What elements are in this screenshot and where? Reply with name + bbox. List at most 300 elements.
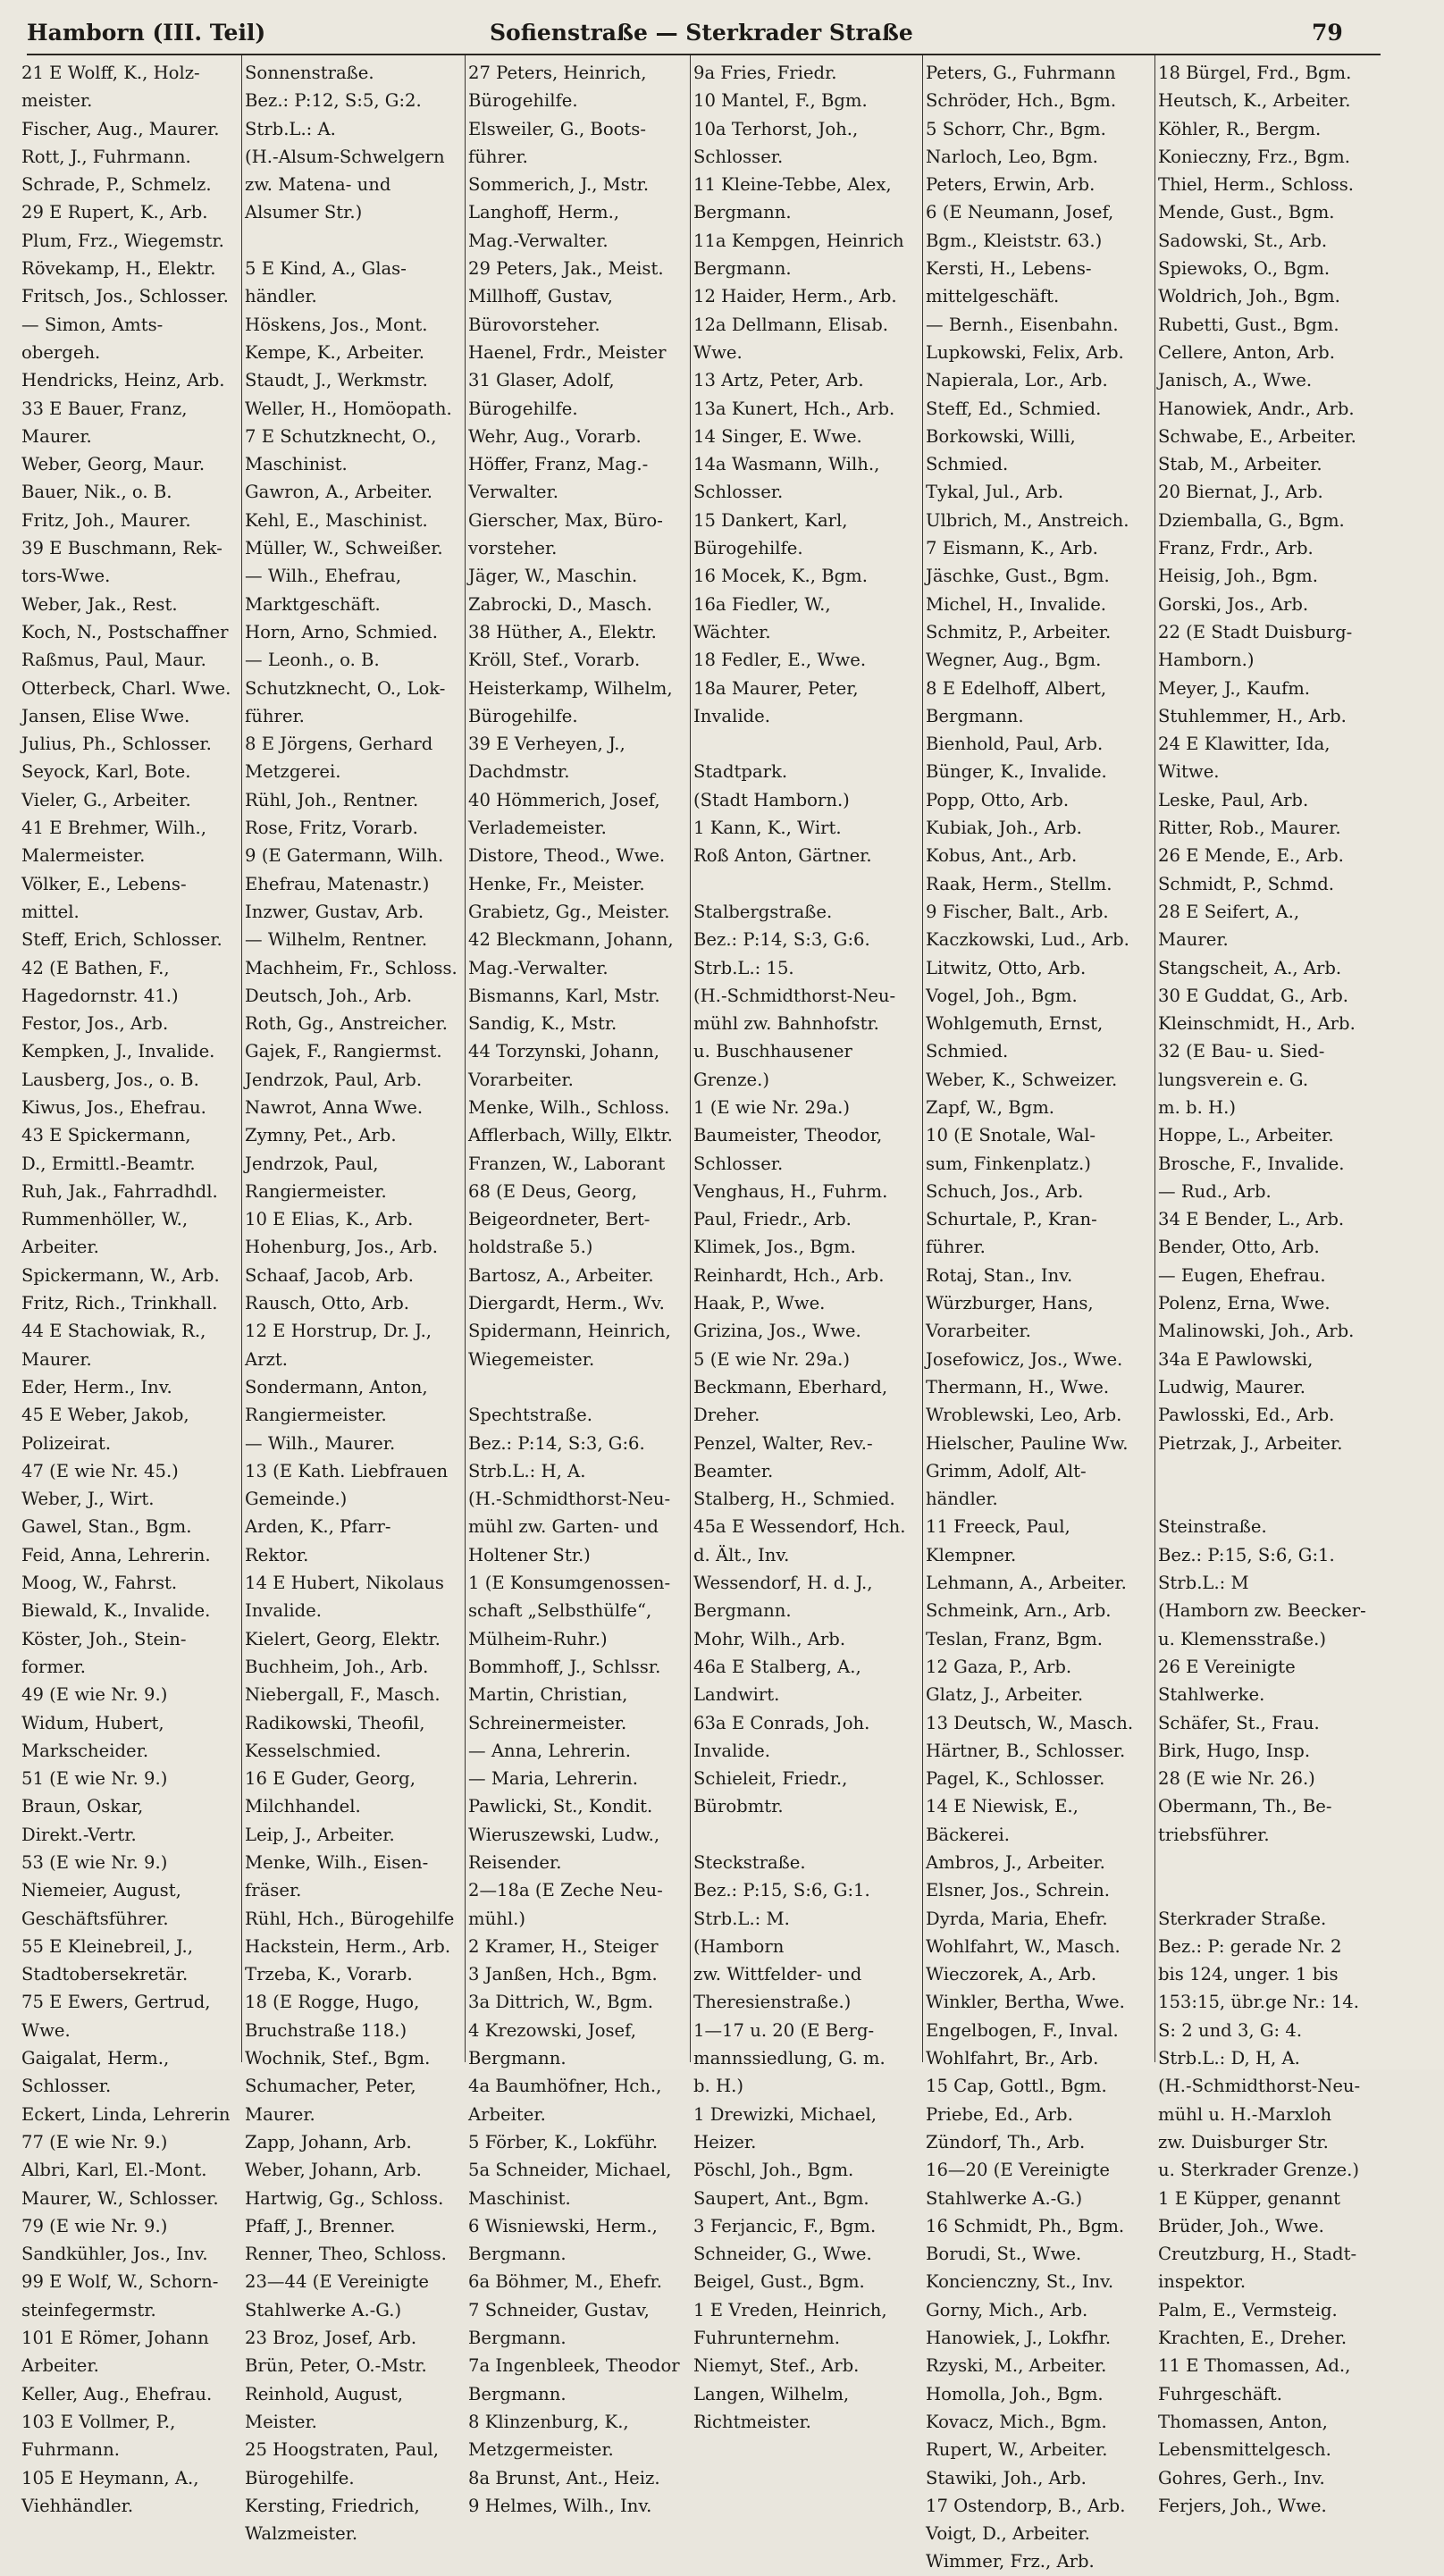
directory-entry-line: Brüder, Joh., Wwe. <box>1158 2215 1324 2236</box>
directory-column-5 <box>926 59 1154 2572</box>
header-left-title: Hamborn (III. Teil) <box>27 20 266 46</box>
directory-entry-line: 2 Kramer, H., Steiger <box>468 1935 659 1957</box>
directory-entry-line: 7 Eismann, K., Arb. <box>926 538 1098 559</box>
directory-entry-line: 13a Kunert, Hch., Arb. <box>693 398 895 419</box>
directory-entry-line: Napierala, Lor., Arb. <box>926 370 1108 391</box>
directory-entry-line: 3 Janßen, Hch., Bgm. <box>468 1964 658 1985</box>
directory-entry-line: Schmidt, P., Schmd. <box>1158 873 1334 894</box>
directory-entry-line: 99 E Wolf, W., Schorn- <box>21 2271 219 2293</box>
directory-entry-line: Höskens, Jos., Mont. <box>245 314 428 335</box>
directory-entry-line: Gajek, F., Rangiermst. <box>245 1041 442 1062</box>
directory-entry-line: Arbeiter. <box>21 2355 99 2377</box>
directory-entry-line: Zapf, W., Bgm. <box>926 1096 1054 1118</box>
directory-entry-line: Stuhlemmer, H., Arb. <box>1158 705 1347 726</box>
directory-entry-line: Klimek, Jos., Bgm. <box>693 1237 856 1258</box>
directory-entry-line: Malermeister. <box>21 845 146 867</box>
directory-entry-line: Holtener Str.) <box>468 1544 591 1565</box>
directory-entry-line: Paul, Friedr., Arb. <box>693 1209 852 1230</box>
directory-entry-line: 9 Fischer, Balt., Arb. <box>926 901 1109 922</box>
page-number: 79 <box>1312 20 1343 46</box>
directory-entry-line: Rzyski, M., Arbeiter. <box>926 2355 1107 2377</box>
directory-entry-line: Köster, Joh., Stein- <box>21 1628 187 1649</box>
directory-entry-line: Walzmeister. <box>245 2523 358 2545</box>
directory-entry-line: 33 E Bauer, Franz, <box>21 398 188 419</box>
directory-entry-line: Dreher. <box>693 1405 760 1426</box>
directory-entry-line: Bgm., Kleiststr. 63.) <box>926 230 1103 251</box>
directory-entry-line: Heisig, Joh., Bgm. <box>1158 566 1318 587</box>
directory-entry-line: Roth, Gg., Anstreicher. <box>245 1013 448 1035</box>
directory-entry-line: Maschinist. <box>245 454 348 475</box>
directory-entry-line: Mag.-Verwalter. <box>468 957 609 978</box>
directory-entry-line: 12 Haider, Herm., Arb. <box>693 286 897 307</box>
directory-entry-line: Maurer. <box>245 2103 315 2125</box>
directory-entry-line: Köhler, R., Bergm. <box>1158 118 1322 139</box>
directory-entry-line: Niemyt, Stef., Arb. <box>693 2355 860 2377</box>
directory-entry-line: Eder, Herm., Inv. <box>21 1376 172 1397</box>
directory-entry-line: Bez.: P: gerade Nr. 2 <box>1158 1935 1342 1957</box>
directory-entry-line: 5 E Kind, A., Glas- <box>245 258 407 280</box>
directory-entry-line: Hanowiek, Andr., Arb. <box>1158 398 1355 419</box>
directory-entry-line: Machheim, Fr., Schloss. <box>245 957 458 978</box>
directory-entry-line: Pawlosski, Ed., Arb. <box>1158 1405 1335 1426</box>
directory-entry-line: Koch, N., Postschaffner <box>21 621 229 642</box>
directory-entry-line: 18 Fedler, E., Wwe. <box>693 650 867 671</box>
directory-column-1 <box>21 59 239 2516</box>
directory-entry-line: Michel, H., Invalide. <box>926 593 1107 615</box>
directory-entry-line: Sterkrader Straße. <box>1158 1908 1327 1929</box>
directory-entry-line: 43 E Spickermann, <box>21 1125 191 1146</box>
directory-entry-line: Bez.: P:14, S:3, G:6. <box>468 1432 645 1454</box>
directory-entry-line: Leske, Paul, Arb. <box>1158 789 1309 810</box>
directory-entry-line: Verlademeister. <box>468 818 607 839</box>
directory-entry-line: 26 E Vereinigte <box>1158 1656 1296 1677</box>
directory-entry-line: 27 Peters, Heinrich, <box>468 63 647 83</box>
directory-entry-line: Josefowicz, Jos., Wwe. <box>926 1348 1123 1370</box>
directory-entry-line: Strb.L.: A. <box>245 118 336 139</box>
directory-entry-line: Birk, Hugo, Insp. <box>1158 1740 1311 1761</box>
directory-entry-line: Wieruszewski, Ludw., <box>468 1824 660 1845</box>
directory-entry-line: Steff, Ed., Schmied. <box>926 398 1102 419</box>
directory-entry-line: 34a E Pawlowski, <box>1158 1348 1314 1370</box>
directory-entry-line: 68 (E Deus, Georg, <box>468 1180 637 1202</box>
directory-entry-line: — Wilh., Maurer. <box>245 1432 396 1454</box>
directory-entry-line: Bergmann. <box>468 2048 567 2069</box>
directory-entry-line: Rektor. <box>245 1544 309 1565</box>
directory-entry-line: Stadtobersekretär. <box>21 1964 189 1985</box>
directory-column-6 <box>1158 59 1426 2516</box>
directory-entry-line: 7 E Schutzknecht, O., <box>245 425 437 447</box>
directory-entry-line: Reinhold, August, <box>245 2383 404 2404</box>
directory-entry-line: mühl zw. Garten- und <box>468 1516 659 1538</box>
directory-entry-line: Raak, Herm., Stellm. <box>926 873 1112 894</box>
column-divider <box>465 55 466 2062</box>
directory-entry-line: Langhoff, Herm., <box>468 202 620 223</box>
directory-entry-line: 13 Deutsch, W., Masch. <box>926 1712 1134 1733</box>
directory-entry-line: Maurer. <box>21 1348 92 1370</box>
directory-entry-line: Niebergall, F., Masch. <box>245 1684 441 1706</box>
directory-entry-line: Würzburger, Hans, <box>926 1293 1094 1314</box>
directory-entry-line: Bauer, Nik., o. B. <box>21 482 172 503</box>
directory-entry-line: Weber, K., Schweizer. <box>926 1069 1118 1090</box>
directory-entry-line: Millhoff, Gustav, <box>468 286 613 307</box>
directory-entry-line: Bergmann. <box>693 202 792 223</box>
directory-entry-line: fräser. <box>245 1880 302 1901</box>
directory-entry-line: Kehl, E., Maschinist. <box>245 509 428 531</box>
directory-entry-line: u. Sterkrader Grenze.) <box>1158 2160 1360 2181</box>
directory-entry-line: 16a Fiedler, W., <box>693 593 831 615</box>
directory-entry-line: Zymny, Pet., Arb. <box>245 1125 397 1146</box>
directory-entry-line: 42 Bleckmann, Johann, <box>468 929 674 951</box>
directory-entry-line: Heizer. <box>693 2131 757 2152</box>
directory-entry-line: Glatz, J., Arbeiter. <box>926 1684 1084 1706</box>
directory-entry-line: Polenz, Erna, Wwe. <box>1158 1293 1331 1314</box>
directory-entry-line: Bez.: P:14, S:3, G:6. <box>693 929 870 951</box>
directory-entry-line: Bismanns, Karl, Mstr. <box>468 985 660 1006</box>
directory-entry-line <box>1158 1849 1426 1876</box>
directory-entry-line: Mende, Gust., Bgm. <box>1158 202 1335 223</box>
directory-entry-line: Weber, Jak., Rest. <box>21 593 178 615</box>
column-divider <box>1154 55 1155 2062</box>
directory-entry-line: Grimm, Adolf, Alt- <box>926 1460 1087 1481</box>
directory-entry-line: Schäfer, St., Frau. <box>1158 1712 1320 1733</box>
directory-entry-line: Spickermann, W., Arb. <box>21 1264 220 1286</box>
directory-entry-line: Menke, Wilh., Eisen- <box>245 1852 429 1873</box>
directory-entry-line: Rott, J., Fuhrmann. <box>21 146 191 167</box>
directory-entry-line: Hanowiek, J., Lokfhr. <box>926 2328 1112 2349</box>
directory-entry-line: Palm, E., Vermsteig. <box>1158 2299 1338 2320</box>
directory-entry-line: 12 E Horstrup, Dr. J., <box>245 1321 432 1342</box>
directory-entry-line: inspektor. <box>1158 2271 1247 2293</box>
directory-entry-line: 11a Kempgen, Heinrich <box>693 230 904 251</box>
directory-entry-line: Spidermann, Heinrich, <box>468 1321 671 1342</box>
directory-entry-line: Schieleit, Friedr., <box>693 1768 848 1790</box>
directory-entry-line: Gierscher, Max, Büro- <box>468 509 663 531</box>
directory-entry-line: Jendrzok, Paul, <box>245 1153 379 1174</box>
directory-entry-line: Schneider, G., Wwe. <box>693 2244 872 2265</box>
directory-entry-line: Dziemballa, G., Bgm. <box>1158 509 1345 531</box>
directory-entry-line: Spechtstraße. <box>468 1405 592 1426</box>
directory-entry-line: Zabrocki, D., Masch. <box>468 593 652 615</box>
directory-entry-line: Rövekamp, H., Elektr. <box>21 258 216 280</box>
directory-entry-line: 45a E Wessendorf, Hch. <box>693 1516 906 1538</box>
directory-entry-line: Feid, Anna, Lehrerin. <box>21 1544 211 1565</box>
directory-entry-line: 5 Schorr, Chr., Bgm. <box>926 118 1106 139</box>
directory-entry-line: 28 (E wie Nr. 26.) <box>1158 1768 1315 1790</box>
directory-entry-line: Rummenhöller, W., <box>21 1209 189 1230</box>
directory-entry-line: 6 (E Neumann, Josef, <box>926 202 1114 223</box>
directory-entry-line: Lebensmittelgesch. <box>1158 2439 1331 2461</box>
directory-entry-line: former. <box>21 1656 87 1677</box>
directory-entry-line: Polizeirat. <box>21 1432 112 1454</box>
directory-entry-line: (H.-Schmidthorst-Neu- <box>693 985 896 1006</box>
directory-entry-line: 15 Cap, Gottl., Bgm. <box>926 2076 1107 2097</box>
directory-entry-line: Janisch, A., Wwe. <box>1158 370 1313 391</box>
directory-entry-line: sum, Finkenplatz.) <box>926 1153 1091 1174</box>
directory-entry-line: 42 (E Bathen, F., <box>21 957 170 978</box>
directory-entry-line: Otterbeck, Charl. Wwe. <box>21 677 231 699</box>
directory-entry-line: 1—17 u. 20 (E Berg- <box>693 2019 875 2041</box>
directory-entry-line: Kleinschmidt, H., Arb. <box>1158 1013 1356 1035</box>
directory-entry-line: Cellere, Anton, Arb. <box>1158 341 1335 363</box>
page-header <box>0 0 1444 52</box>
directory-entry-line: Fuhrunternehm. <box>693 2328 840 2349</box>
directory-entry-line: Gohres, Gerh., Inv. <box>1158 2467 1325 2488</box>
directory-entry-line: Bürovorsteher. <box>468 314 600 335</box>
directory-entry-line: mühl.) <box>468 1908 525 1929</box>
directory-entry-line: mannssiedlung, G. m. <box>693 2048 886 2069</box>
directory-entry-line: Invalide. <box>245 1600 323 1622</box>
directory-entry-line: Pietrzak, J., Arbeiter. <box>1158 1432 1343 1454</box>
directory-entry-line: Arbeiter. <box>21 1237 99 1258</box>
directory-entry-line: Bez.: P:15, S:6, G:1. <box>693 1880 870 1901</box>
directory-entry-line: Brün, Peter, O.-Mstr. <box>245 2355 427 2377</box>
directory-entry-line: zw. Duisburger Str. <box>1158 2131 1329 2152</box>
directory-entry-line: Stab, M., Arbeiter. <box>1158 454 1322 475</box>
directory-entry-line: Rangiermeister. <box>245 1180 387 1202</box>
directory-entry-line: Rangiermeister. <box>245 1405 387 1426</box>
directory-entry-line: 12 Gaza, P., Arb. <box>926 1656 1072 1677</box>
directory-entry-line <box>1158 1876 1426 1904</box>
directory-entry-line: u. Klemensstraße.) <box>1158 1628 1326 1649</box>
directory-entry-line: Braun, Oskar, <box>21 1796 144 1817</box>
directory-entry-line: Arden, K., Pfarr- <box>245 1516 391 1538</box>
directory-entry-line: Sonnenstraße. <box>245 63 374 83</box>
directory-entry-line: Schmied. <box>926 1041 1009 1062</box>
directory-entry-line: Eckert, Linda, Lehrerin <box>21 2103 231 2125</box>
directory-entry-line: Stalbergstraße. <box>693 901 833 922</box>
directory-entry-line: Ruh, Jak., Fahrradhdl. <box>21 1180 218 1202</box>
directory-entry-line: Stahlwerke A.-G.) <box>245 2299 402 2320</box>
directory-entry-line: Voigt, D., Arbeiter. <box>926 2523 1090 2545</box>
directory-entry-line: Bürogehilfe. <box>693 538 803 559</box>
directory-entry-line: — Eugen, Ehefrau. <box>1158 1264 1326 1286</box>
directory-entry-line: Strb.L.: H, A. <box>468 1460 586 1481</box>
directory-entry-line: Bergmann. <box>693 258 792 280</box>
directory-entry-line: Inzwer, Gustav, Arb. <box>245 901 424 922</box>
directory-entry-line: Wohlfahrt, Br., Arb. <box>926 2048 1099 2069</box>
directory-entry-line: 34 E Bender, L., Arb. <box>1158 1209 1345 1230</box>
directory-entry-line: Seyock, Karl, Bote. <box>21 761 191 783</box>
directory-entry-line: Koncienczny, St., Inv. <box>926 2271 1114 2293</box>
directory-entry-line: Ritter, Rob., Maurer. <box>1158 818 1341 839</box>
directory-entry-line: 29 Peters, Jak., Meist. <box>468 258 664 280</box>
directory-entry-line: (H.-Schmidthorst-Neu- <box>1158 2076 1361 2097</box>
directory-entry-line: Strb.L.: M. <box>693 1908 790 1929</box>
directory-entry-line: 30 E Guddat, G., Arb. <box>1158 985 1348 1006</box>
directory-entry-line <box>693 1821 924 1849</box>
directory-entry-line: Bünger, K., Invalide. <box>926 761 1107 783</box>
directory-entry-line: Schwabe, E., Arbeiter. <box>1158 425 1356 447</box>
directory-entry-line: 14 E Niewisk, E., <box>926 1796 1079 1817</box>
directory-entry-line: Stadtpark. <box>693 761 788 783</box>
directory-entry-line: Schumacher, Peter, <box>245 2076 416 2097</box>
directory-entry-line: Pawlicki, St., Kondit. <box>468 1796 653 1817</box>
directory-entry-line: Stahlwerke. <box>1158 1684 1265 1706</box>
directory-entry-line: Rausch, Otto, Arb. <box>245 1293 409 1314</box>
directory-entry-line: Beigeordneter, Bert- <box>468 1209 651 1230</box>
directory-entry-line: Schurtale, P., Kran- <box>926 1209 1097 1230</box>
directory-entry-line: — Simon, Amts- <box>21 314 164 335</box>
directory-entry-line: Tykal, Jul., Arb. <box>926 482 1064 503</box>
directory-entry-line: Meyer, J., Kaufm. <box>1158 677 1311 699</box>
directory-entry-line: händler. <box>926 1489 998 1510</box>
directory-entry-line: 1 E Vreden, Heinrich, <box>693 2299 887 2320</box>
directory-entry-line: Borudi, St., Wwe. <box>926 2244 1082 2265</box>
directory-entry-line: 39 E Verheyen, J., <box>468 734 625 755</box>
directory-entry-line: Rühl, Joh., Rentner. <box>245 789 419 810</box>
directory-entry-line: Sandkühler, Jos., Inv. <box>21 2244 208 2265</box>
directory-entry-line: 41 E Brehmer, Wilh., <box>21 818 206 839</box>
directory-entry-line: Mag.-Verwalter. <box>468 230 609 251</box>
directory-entry-line: 1 Kann, K., Wirt. <box>693 818 842 839</box>
directory-entry-line: Kempe, K., Arbeiter. <box>245 341 425 363</box>
directory-entry-line: Bienhold, Paul, Arb. <box>926 734 1104 755</box>
directory-entry-line: Kaczkowski, Lud., Arb. <box>926 929 1129 951</box>
directory-entry-line: Müller, W., Schweißer. <box>245 538 443 559</box>
directory-entry-line: Steinstraße. <box>1158 1516 1267 1538</box>
directory-entry-line: Meister. <box>245 2411 317 2432</box>
directory-entry-line: Gawel, Stan., Bgm. <box>21 1516 192 1538</box>
directory-entry-line: 53 (E wie Nr. 9.) <box>21 1852 168 1873</box>
directory-entry-line: triebsführer. <box>1158 1824 1270 1845</box>
directory-entry-line: Fuhrmann. <box>21 2439 120 2461</box>
directory-entry-line: Radikowski, Theofil, <box>245 1712 425 1733</box>
directory-entry-line: Hagedornstr. 41.) <box>21 985 179 1006</box>
directory-entry-line: 77 (E wie Nr. 9.) <box>21 2131 168 2152</box>
directory-entry-line: Hendricks, Heinz, Arb. <box>21 370 225 391</box>
directory-entry-line: Fuhrgeschäft. <box>1158 2383 1283 2404</box>
directory-entry-line: d. Ält., Inv. <box>693 1544 790 1565</box>
directory-entry-line: 14a Wasmann, Wilh., <box>693 454 880 475</box>
directory-entry-line: Horn, Arno, Schmied. <box>245 621 438 642</box>
directory-entry-line: Gorski, Jos., Arb. <box>1158 593 1309 615</box>
directory-entry-line: Thermann, H., Wwe. <box>926 1376 1110 1397</box>
directory-entry-line: führer. <box>926 1237 986 1258</box>
directory-entry-line: schaft „Selbsthülfe“, <box>468 1600 652 1622</box>
directory-entry-line: mühl u. H.-Marxloh <box>1158 2103 1332 2125</box>
directory-entry-line: Engelbogen, F., Inval. <box>926 2019 1119 2041</box>
directory-entry-line: Weller, H., Homöopath. <box>245 398 452 419</box>
directory-entry-line: Priebe, Ed., Arb. <box>926 2103 1073 2125</box>
directory-entry-line: 8 E Edelhoff, Albert, <box>926 677 1107 699</box>
directory-entry-line: 10 (E Snotale, Wal- <box>926 1125 1096 1146</box>
directory-entry-line: 23—44 (E Vereinigte <box>245 2271 429 2293</box>
directory-entry-line: Langen, Wilhelm, <box>693 2383 850 2404</box>
directory-entry-line: Moog, W., Fahrst. <box>21 1573 178 1594</box>
directory-entry-line: 17 Ostendorp, B., Arb. <box>926 2495 1126 2516</box>
directory-entry-line: Strb.L.: 15. <box>693 957 794 978</box>
directory-entry-line <box>1158 1457 1426 1485</box>
directory-entry-line: (H.-Schmidthorst-Neu- <box>468 1489 671 1510</box>
directory-entry-line: Haenel, Frdr., Meister <box>468 341 667 363</box>
directory-entry-line: Markscheider. <box>21 1740 149 1761</box>
directory-entry-line: Trzeba, K., Vorarb. <box>245 1964 413 1985</box>
directory-entry-line: — Leonh., o. B. <box>245 650 380 671</box>
directory-entry-line: — Anna, Lehrerin. <box>468 1740 632 1761</box>
directory-entry-line: führer. <box>245 705 305 726</box>
directory-column-3 <box>468 59 688 2516</box>
directory-entry-line: 32 (E Bau- u. Sied- <box>1158 1041 1325 1062</box>
directory-entry-line: Raßmus, Paul, Maur. <box>21 650 206 671</box>
directory-entry-line: (Hamborn <box>693 1935 785 1957</box>
directory-entry-line: Peters, Erwin, Arb. <box>926 174 1096 196</box>
directory-entry-line: 13 Artz, Peter, Arb. <box>693 370 864 391</box>
directory-entry-line: Wroblewski, Leo, Arb. <box>926 1405 1122 1426</box>
directory-entry-line: Kielert, Georg, Elektr. <box>245 1628 441 1649</box>
directory-entry-line: händler. <box>245 286 317 307</box>
directory-entry-line: Bäckerei. <box>926 1824 1010 1845</box>
directory-entry-line: Stawiki, Joh., Arb. <box>926 2467 1087 2488</box>
directory-entry-line: Biewald, K., Invalide. <box>21 1600 211 1622</box>
directory-entry-line: Zapp, Johann, Arb. <box>245 2131 412 2152</box>
directory-entry-line: 8a Brunst, Ant., Heiz. <box>468 2467 660 2488</box>
directory-entry-line: Höffer, Franz, Mag.- <box>468 454 649 475</box>
directory-entry-line: 11 Freeck, Paul, <box>926 1516 1070 1538</box>
directory-entry-line: Kovacz, Mich., Bgm. <box>926 2411 1107 2432</box>
directory-entry-line: 3a Dittrich, W., Bgm. <box>468 1992 653 2013</box>
header-rule <box>27 54 1381 55</box>
directory-entry-line: Penzel, Walter, Rev.- <box>693 1432 873 1454</box>
directory-entry-line: Bergmann. <box>926 705 1024 726</box>
directory-entry-line: zw. Matena- und <box>245 174 391 196</box>
directory-entry-line: Widum, Hubert, <box>21 1712 164 1733</box>
directory-entry-line: Bürogehilfe. <box>245 2467 355 2488</box>
directory-entry-line: Fischer, Aug., Maurer. <box>21 118 220 139</box>
directory-entry-line: 1 (E wie Nr. 29a.) <box>693 1096 851 1118</box>
directory-entry-line: Lupkowski, Felix, Arb. <box>926 341 1124 363</box>
directory-entry-line: Schlosser. <box>693 146 784 167</box>
directory-entry-line: Kiwus, Jos., Ehefrau. <box>21 1096 206 1118</box>
directory-entry-line: 9 (E Gatermann, Wilh. <box>245 845 444 867</box>
directory-entry-line: Baumeister, Theodor, <box>693 1125 883 1146</box>
directory-entry-line: Verwalter. <box>468 482 558 503</box>
directory-entry-line: Hohenburg, Jos., Arb. <box>245 1237 438 1258</box>
directory-entry-line: Maurer. <box>21 425 92 447</box>
directory-entry-line: Renner, Theo, Schloss. <box>245 2244 447 2265</box>
directory-entry-line: 22 (E Stadt Duisburg- <box>1158 621 1353 642</box>
directory-entry-line: Staudt, J., Werkmstr. <box>245 370 428 391</box>
directory-entry-line: 11 E Thomassen, Ad., <box>1158 2355 1351 2377</box>
directory-entry-line: Schrade, P., Schmelz. <box>21 174 212 196</box>
directory-entry-line: Viehhändler. <box>21 2495 134 2516</box>
directory-entry-line: 28 E Seifert, A., <box>1158 901 1300 922</box>
directory-entry-line: Arzt. <box>245 1348 288 1370</box>
directory-entry-line: Sandig, K., Mstr. <box>468 1013 617 1035</box>
directory-entry-line: 1 E Küpper, genannt <box>1158 2187 1340 2209</box>
directory-entry-line: 16 Mocek, K., Bgm. <box>693 566 868 587</box>
directory-entry-line: zw. Wittfelder- und <box>693 1964 862 1985</box>
directory-column-4 <box>693 59 924 2432</box>
directory-entry-line: 44 E Stachowiak, R., <box>21 1321 206 1342</box>
directory-entry-line: 5 (E wie Nr. 29a.) <box>693 1348 851 1370</box>
directory-entry-line: 6a Böhmer, M., Ehefr. <box>468 2271 662 2293</box>
directory-entry-line: Bürogehilfe. <box>468 705 578 726</box>
directory-entry-line: 5a Schneider, Michael, <box>468 2160 672 2181</box>
directory-entry-line: Kubiak, Joh., Arb. <box>926 818 1082 839</box>
directory-entry-line: Roß Anton, Gärtner. <box>693 845 872 867</box>
directory-entry-line: 40 Hömmerich, Josef, <box>468 789 660 810</box>
directory-entry-line: 38 Hüther, A., Elektr. <box>468 621 657 642</box>
directory-entry-line: Bender, Otto, Arb. <box>1158 1237 1320 1258</box>
directory-entry-line: 23 Broz, Josef, Arb. <box>245 2328 417 2349</box>
directory-entry-line: 45 E Weber, Jakob, <box>21 1405 189 1426</box>
directory-entry-line: b. H.) <box>693 2076 743 2097</box>
directory-entry-line: tors-Wwe. <box>21 566 111 587</box>
directory-entry-line: 18a Maurer, Peter, <box>693 677 859 699</box>
directory-entry-line <box>468 1373 688 1401</box>
directory-entry-line: Plum, Frz., Wiegemstr. <box>21 230 224 251</box>
directory-entry-line: Rubetti, Gust., Bgm. <box>1158 314 1339 335</box>
